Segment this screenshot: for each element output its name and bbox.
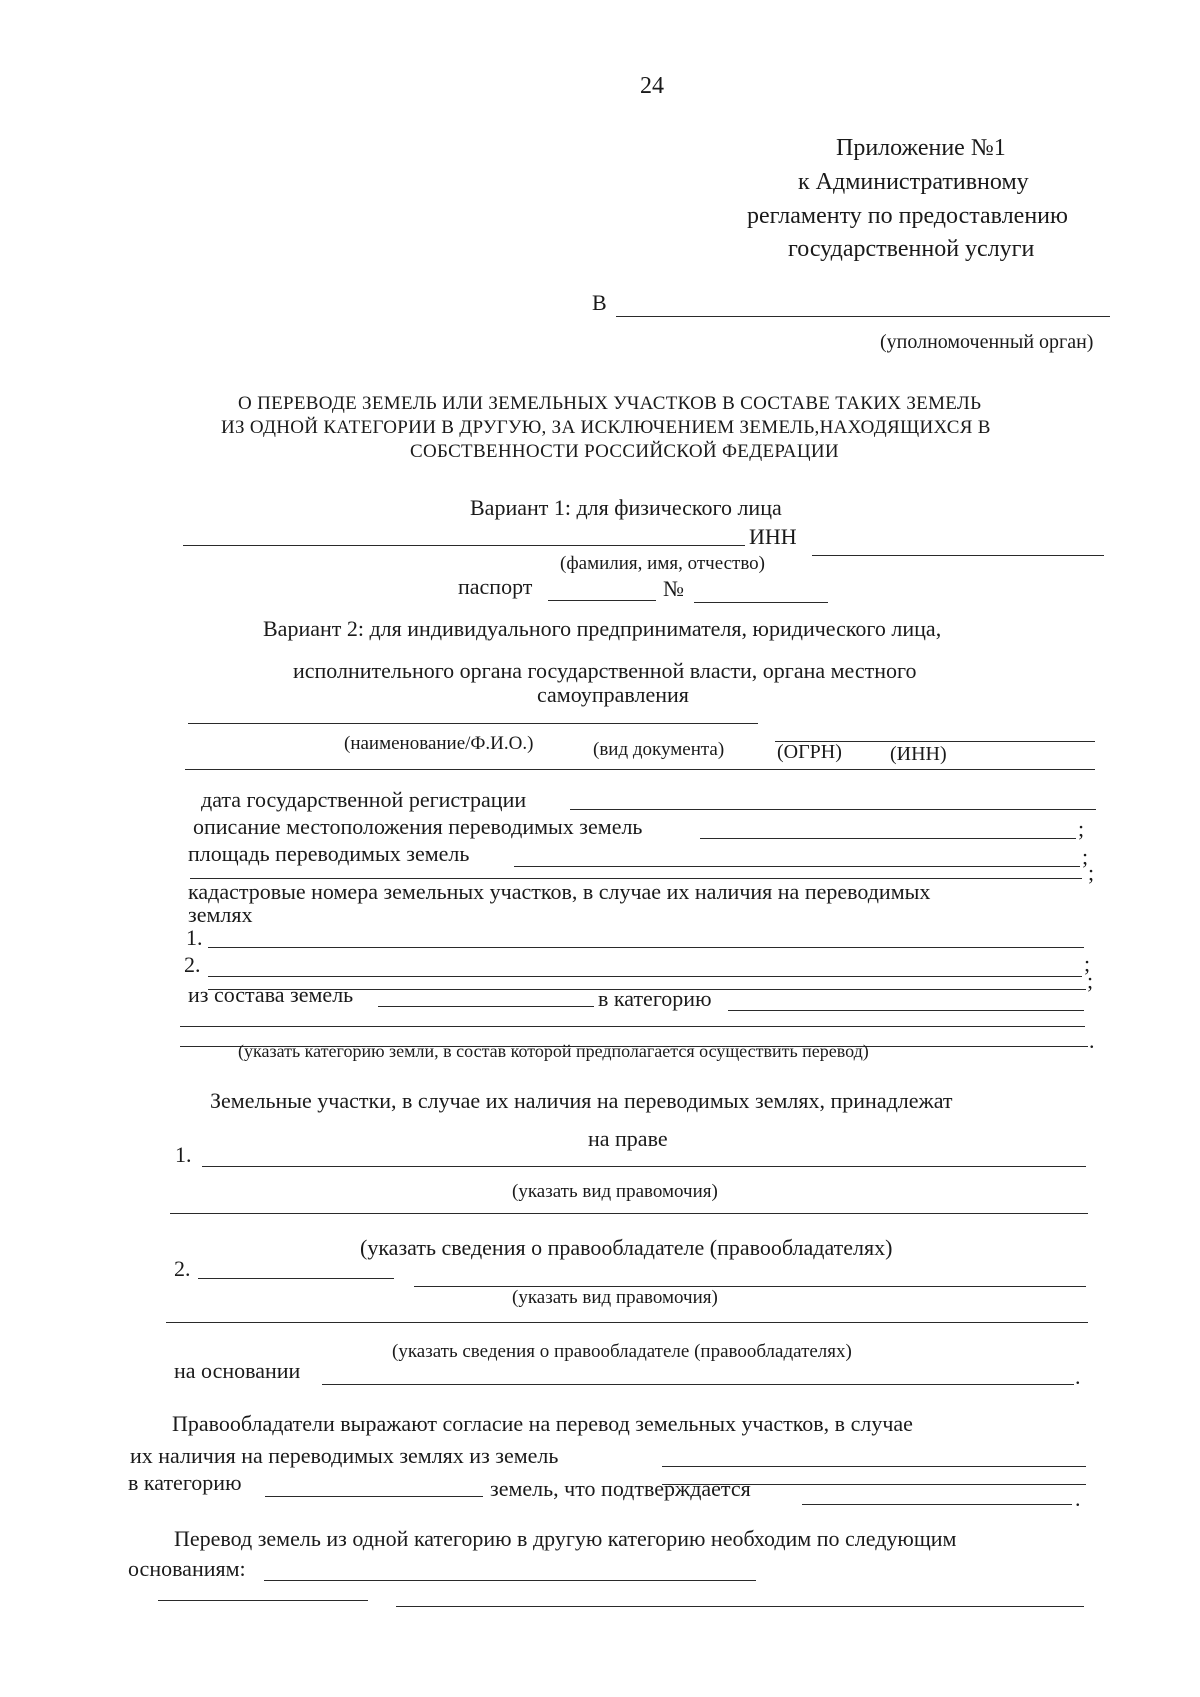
grounds-line-2: основаниям:: [128, 1556, 246, 1581]
number-sign: №: [663, 576, 684, 601]
cadastral-field-2[interactable]: [208, 976, 1082, 977]
passport-label: паспорт: [458, 574, 533, 599]
inn-field[interactable]: [812, 555, 1104, 556]
to-category-field[interactable]: [728, 1010, 1084, 1011]
fio-caption: (фамилия, имя, отчество): [560, 553, 766, 574]
category-extra-field[interactable]: [180, 1026, 1085, 1027]
entity-row2-field[interactable]: [185, 769, 1095, 770]
parcel-1-owner-field[interactable]: [170, 1213, 1088, 1214]
caption-doc: (вид документа): [593, 739, 725, 760]
consent-period: .: [1075, 1486, 1081, 1511]
variant2-line-2: исполнительного органа государственной власти, органа местного: [293, 658, 917, 683]
addressee-prefix: В: [592, 290, 607, 315]
grounds-field-2a[interactable]: [158, 1600, 368, 1601]
consent-line-1: Правообладатели выражают согласие на перевод земельных участков, в случае: [172, 1411, 913, 1436]
appendix-line-3: регламенту по предоставлению: [747, 203, 1068, 229]
variant1-heading: Вариант 1: для физического лица: [470, 495, 782, 520]
area-field[interactable]: [514, 866, 1080, 867]
parcel-2-owner-field[interactable]: [166, 1322, 1088, 1323]
page-number: 24: [640, 73, 664, 99]
parcel-1-owner-caption: (указать сведения о правообладателе (правообладателях): [360, 1235, 893, 1260]
addressee-caption: (уполномоченный орган): [880, 331, 1094, 353]
parcels-line-2: на праве: [588, 1126, 668, 1151]
reg-date-field[interactable]: [570, 809, 1096, 810]
passport-series-field[interactable]: [548, 600, 656, 601]
grounds-field-2b[interactable]: [396, 1606, 1084, 1607]
location-semicolon: ;: [1078, 816, 1085, 841]
grounds-line-1: Перевод земель из одной категорию в другую категорию необходим по следующим: [174, 1526, 957, 1551]
consent-from-lands-field[interactable]: [662, 1466, 1086, 1467]
consent-line-3b: земель, что подтверждается: [490, 1476, 751, 1501]
caption-ogrn: (ОГРН): [777, 741, 842, 763]
cadastral-3-semicolon: ;: [1087, 968, 1094, 993]
location-field[interactable]: [700, 838, 1076, 839]
consent-category-field[interactable]: [265, 1496, 483, 1497]
cadastral-line-2: землях: [188, 902, 253, 927]
consent-line-3a: в категорию: [128, 1470, 242, 1495]
parcel-1-right-caption: (указать вид правомочия): [512, 1181, 718, 1202]
parcel-item-2: 2.: [174, 1256, 191, 1281]
entity-name-row1-a[interactable]: [188, 723, 758, 724]
title-line-2: ИЗ ОДНОЙ КАТЕГОРИИ В ДРУГУЮ, ЗА ИСКЛЮЧЕНИЕМ ЗЕМЕЛЬ,НАХОДЯЩИХСЯ В: [221, 417, 991, 438]
cadastral-2-semicolon: ;: [1084, 951, 1091, 976]
variant2-line-3: самоуправления: [537, 682, 689, 707]
category-caption: (указать категорию земли, в состав которой предполагается осуществить перевод): [238, 1041, 869, 1061]
parcel-2-right-caption: (указать вид правомочия): [512, 1287, 718, 1308]
passport-number-field[interactable]: [694, 602, 828, 603]
basis-label: на основании: [174, 1358, 301, 1383]
area-semicolon: ;: [1082, 844, 1089, 869]
title-line-1: О ПЕРЕВОДЕ ЗЕМЕЛЬ ИЛИ ЗЕМЕЛЬНЫХ УЧАСТКОВ В СОСТАВЕ ТАКИХ ЗЕМЕЛЬ: [238, 393, 982, 414]
category-period: .: [1089, 1028, 1095, 1053]
caption-name: (наименование/Ф.И.О.): [344, 733, 534, 754]
from-lands-field[interactable]: [378, 1006, 594, 1007]
fio-field[interactable]: [183, 545, 745, 546]
parcels-line-1: Земельные участки, в случае их наличия на переводимых землях, принадлежат: [210, 1088, 953, 1113]
cadastral-line-1: кадастровые номера земельных участков, в случае их наличия на переводимых: [188, 879, 931, 904]
appendix-line-2: к Административному: [798, 169, 1029, 195]
parcel-2-owner-caption: (указать сведения о правообладателе (правообладателях): [392, 1341, 852, 1362]
variant2-line-1: Вариант 2: для индивидуального предпринимателя, юридического лица,: [263, 616, 942, 641]
area-extra-semicolon: ;: [1088, 860, 1095, 885]
addressee-field[interactable]: [616, 316, 1110, 317]
parcel-1-right-field[interactable]: [202, 1166, 1086, 1167]
reg-date-label: дата государственной регистрации: [201, 787, 527, 812]
inn-label: ИНН: [749, 524, 797, 549]
location-label: описание местоположения переводимых земель: [193, 814, 643, 839]
area-label: площадь переводимых земель: [188, 841, 470, 866]
basis-period: .: [1075, 1364, 1081, 1389]
grounds-field-1[interactable]: [264, 1580, 756, 1581]
basis-field[interactable]: [322, 1384, 1074, 1385]
from-lands-label: из состава земель: [188, 982, 354, 1007]
parcel-item-1: 1.: [175, 1142, 192, 1167]
cadastral-field-1[interactable]: [208, 947, 1084, 948]
consent-line-2: их наличия на переводимых землях из земель: [130, 1443, 559, 1468]
cadastral-item-1: 1.: [186, 925, 203, 950]
appendix-line-4: государственной услуги: [788, 236, 1035, 262]
parcel-2-right-field-a[interactable]: [198, 1278, 394, 1279]
title-line-3: СОБСТВЕННОСТИ РОССИЙСКОЙ ФЕДЕРАЦИИ: [410, 441, 839, 462]
appendix-line-1: Приложение №1: [836, 135, 1006, 161]
to-category-label: в категорию: [598, 986, 712, 1011]
caption-inn: (ИНН): [890, 743, 947, 765]
consent-confirmed-field[interactable]: [802, 1504, 1072, 1505]
cadastral-item-2: 2.: [184, 952, 201, 977]
